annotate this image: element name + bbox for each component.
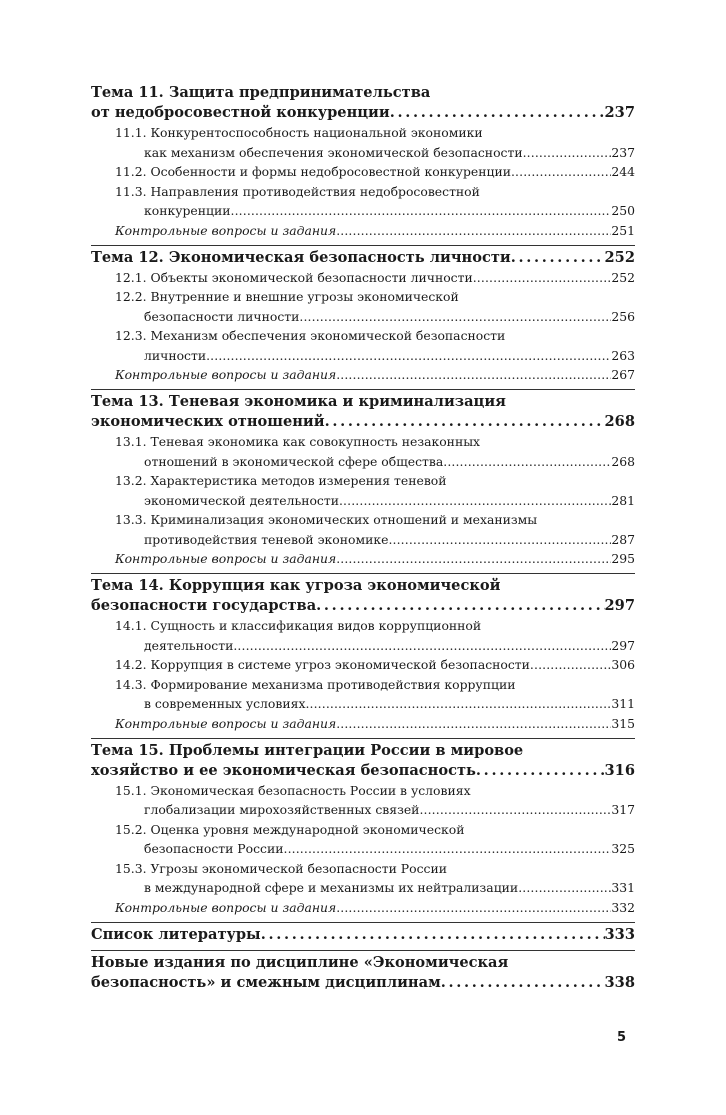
dot-leader <box>261 925 605 945</box>
page-number: 311 <box>611 696 635 711</box>
section-title-text: в современных условиях <box>144 696 306 711</box>
dot-leader <box>325 412 605 432</box>
toc-new-editions[interactable] <box>91 950 635 993</box>
section-title-text: экономической деятельности <box>144 492 339 508</box>
page-number: 251 <box>611 222 635 238</box>
section-title-text: 11.2. Особенности и формы недобросовестной конкуренции <box>115 164 511 179</box>
toc-questions-13[interactable] <box>91 549 635 568</box>
dot-leader <box>511 248 605 268</box>
dot-leader <box>284 839 612 859</box>
page-number: 333 <box>604 925 635 943</box>
topic-title-line <box>91 103 635 123</box>
topic-title-text: Список литературы <box>91 925 261 943</box>
section-title-line <box>115 839 635 859</box>
page-number: 281 <box>611 492 635 508</box>
toc-topic-11[interactable] <box>91 83 635 123</box>
toc-section-13-3[interactable] <box>91 510 635 549</box>
section-title-line <box>115 800 635 820</box>
dot-leader <box>316 596 604 616</box>
dot-leader <box>299 307 611 327</box>
topic-title-line: Тема 14. Коррупция как угроза экономической <box>91 577 501 594</box>
page-number: 315 <box>611 715 635 731</box>
page-number: 325 <box>611 841 635 856</box>
topic-title-text: от недобросовестной конкуренции <box>91 104 390 121</box>
section-title-line: 12.2. Внутренние и внешние угрозы экономической <box>115 289 459 304</box>
page-number: 237 <box>604 104 635 121</box>
section-title-line <box>115 491 635 511</box>
questions-label: Контрольные вопросы и задания <box>115 222 337 238</box>
page-number: 297 <box>604 597 635 614</box>
topic-title-line <box>91 925 635 945</box>
section-title-line: 15.2. Оценка уровня международной экономической <box>115 821 465 837</box>
table-of-contents <box>91 83 635 993</box>
toc-section-14-2[interactable] <box>91 655 635 675</box>
section-title-text: 12.1. Объекты экономической безопасности личности <box>115 269 473 285</box>
topic-title-line: Тема 13. Теневая экономика и криминализация <box>91 393 506 410</box>
page-number: 332 <box>611 899 635 915</box>
page-number: 244 <box>611 164 635 179</box>
toc-topic-15[interactable] <box>91 738 635 781</box>
questions-label: Контрольные вопросы и задания <box>115 899 337 915</box>
page-number: 316 <box>604 761 635 779</box>
section-title-line: 13.3. Криминализация экономических отношений и механизмы <box>115 512 538 527</box>
toc-section-11-2[interactable] <box>91 162 635 182</box>
toc-topic-13[interactable] <box>91 389 635 432</box>
page-number: 250 <box>611 203 635 218</box>
dot-leader <box>518 878 611 898</box>
questions-label: Контрольные вопросы и задания <box>115 715 337 731</box>
topic-title-line <box>91 973 635 993</box>
section-title-line: 15.1. Экономическая безопасность России в условиях <box>115 782 471 798</box>
page-number: 267 <box>611 367 635 382</box>
dot-leader <box>336 221 611 240</box>
section-title-line <box>115 636 635 656</box>
toc-section-12-3[interactable] <box>91 326 635 365</box>
toc-section-15-1[interactable] <box>91 781 635 820</box>
section-title-line <box>115 530 635 550</box>
page-number: 287 <box>611 531 635 547</box>
section-title-line: 14.3. Формирование механизма противодействия коррупции <box>115 676 516 692</box>
section-title-line <box>115 655 635 675</box>
section-title-line <box>115 201 635 221</box>
dot-leader <box>419 800 611 820</box>
section-title-text: деятельности <box>144 637 234 653</box>
section-title-line <box>115 268 635 288</box>
toc-bibliography[interactable] <box>91 922 635 945</box>
page-number: 317 <box>611 802 635 817</box>
toc-questions-14[interactable] <box>91 714 635 733</box>
section-title-text: личности <box>144 347 207 363</box>
section-title-text: глобализации мирохозяйственных связей <box>144 802 420 817</box>
toc-questions-11[interactable] <box>91 221 635 240</box>
dot-leader <box>523 143 612 163</box>
section-title-text: в международной сфере и механизмы их нейтрализации <box>144 880 519 895</box>
section-title-line: 13.2. Характеристика методов измерения теневой <box>115 473 447 488</box>
topic-title-line <box>91 596 635 616</box>
page-number: 256 <box>611 308 635 324</box>
section-title-line <box>115 878 635 898</box>
toc-topic-14[interactable] <box>91 573 635 616</box>
dot-leader <box>473 268 612 288</box>
toc-section-14-1[interactable] <box>91 616 635 655</box>
toc-section-12-1[interactable] <box>91 268 635 288</box>
section-title-line <box>115 162 635 182</box>
questions-label: Контрольные вопросы и задания <box>115 367 337 382</box>
section-title-line: 11.3. Направления противодействия недобросовестной <box>115 183 480 199</box>
toc-section-11-3[interactable] <box>91 182 635 221</box>
toc-questions-15[interactable] <box>91 898 635 917</box>
dot-leader <box>441 973 605 993</box>
section-title-line <box>115 346 635 366</box>
dot-leader <box>231 201 612 221</box>
topic-title-text: безопасность» и смежным дисциплинам <box>91 973 441 991</box>
section-title-line <box>115 694 635 714</box>
page-number: 306 <box>611 657 635 672</box>
dot-leader <box>339 491 611 511</box>
page-number: 338 <box>604 973 635 991</box>
page-number: 268 <box>611 453 635 469</box>
toc-section-11-1[interactable] <box>91 123 635 162</box>
section-title-text: конкуренции <box>144 203 231 218</box>
topic-title-line <box>91 248 635 268</box>
page-footer-number: 5 <box>617 1030 627 1045</box>
page-number: 331 <box>611 880 635 895</box>
section-title-line: 15.3. Угрозы экономической безопасности России <box>115 860 447 876</box>
toc-section-13-2[interactable] <box>91 471 635 510</box>
section-title-text: отношений в экономической сфере общества <box>144 453 444 469</box>
section-title-line <box>115 307 635 327</box>
page-number: 297 <box>611 637 635 653</box>
section-title-text: безопасности России <box>144 841 284 856</box>
section-title-line: 12.3. Механизм обеспечения экономической безопасности <box>115 328 506 343</box>
section-title-text: противодействия теневой экономике <box>144 531 389 547</box>
page-number: 252 <box>604 248 635 266</box>
topic-title-line <box>91 761 635 781</box>
topic-title-text: хозяйство и ее экономическая безопасность <box>91 761 476 779</box>
toc-questions-12[interactable] <box>91 365 635 384</box>
topic-title-line: Тема 11. Защита предпринимательства <box>91 84 431 101</box>
dot-leader <box>233 636 611 656</box>
section-title-line: 14.1. Сущность и классификация видов коррупционной <box>115 618 482 633</box>
topic-title-line: Тема 15. Проблемы интеграции России в мировое <box>91 741 524 759</box>
page-number: 268 <box>604 413 635 430</box>
dot-leader <box>336 898 611 917</box>
dot-leader <box>336 365 611 384</box>
dot-leader <box>336 714 611 733</box>
page-number: 237 <box>611 144 635 160</box>
section-title-line <box>115 143 635 163</box>
section-title-text: 14.2. Коррупция в системе угроз экономической безопасности <box>115 657 530 672</box>
topic-title-line: Новые издания по дисциплине «Экономическая <box>91 953 509 971</box>
section-title-text: безопасности личности <box>144 308 300 324</box>
dot-leader <box>511 162 611 182</box>
dot-leader <box>206 346 611 366</box>
topic-title-text: экономических отношений <box>91 413 325 430</box>
topic-title-line <box>91 412 635 432</box>
toc-section-14-3[interactable] <box>91 675 635 714</box>
dot-leader <box>336 549 611 568</box>
topic-title-text: безопасности государства <box>91 597 317 614</box>
toc-section-15-3[interactable] <box>91 859 635 898</box>
dot-leader <box>530 655 611 675</box>
dot-leader <box>476 761 605 781</box>
section-title-line: 13.1. Теневая экономика как совокупность незаконных <box>115 434 481 449</box>
section-title-line <box>115 452 635 472</box>
toc-topic-12[interactable] <box>91 245 635 268</box>
page-number: 295 <box>611 551 635 566</box>
dot-leader <box>388 530 611 550</box>
page-number: 252 <box>611 269 635 285</box>
section-title-line: 11.1. Конкурентоспособность национальной экономики <box>115 125 483 140</box>
questions-label: Контрольные вопросы и задания <box>115 551 337 566</box>
toc-section-13-1[interactable] <box>91 432 635 471</box>
dot-leader <box>305 694 611 714</box>
dot-leader <box>443 452 611 472</box>
toc-section-15-2[interactable] <box>91 820 635 859</box>
toc-section-12-2[interactable] <box>91 287 635 326</box>
page-number: 263 <box>611 347 635 363</box>
topic-title-text: Тема 12. Экономическая безопасность личности <box>91 248 511 266</box>
section-title-text: как механизм обеспечения экономической безопасности <box>144 144 523 160</box>
dot-leader <box>390 103 605 123</box>
